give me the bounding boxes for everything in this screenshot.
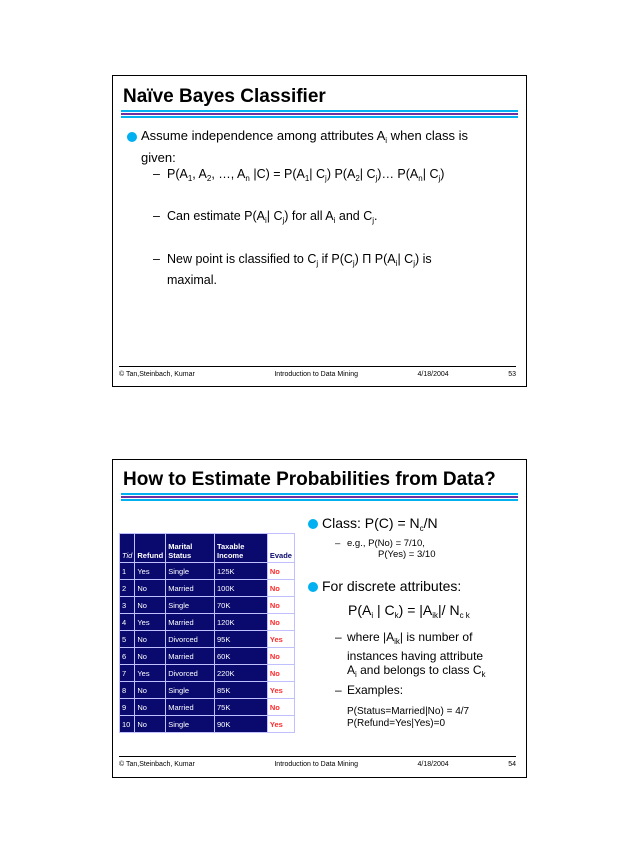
table-row [120,631,295,648]
table-cell: 70K [214,597,267,614]
table-row [120,563,295,580]
table-cell: 90K [214,716,267,733]
table-cell: Yes [135,563,166,580]
bullet-assume-independence: Assume independence among attributes $A_i$ when class is given: [127,127,517,166]
slide-footer: © Tan,Steinbach, Kumar Introduction to Data Mining 4/18/2004 54 [119,756,516,768]
where-text: – where $|A_{ik}|$ is number of instances having attribute $A_i$ and belongs to class $C_k$ [335,630,486,679]
table-cell: No [135,648,166,665]
class-bullet: Class: $P(C) = N_c/N$ [308,515,438,537]
table-row [120,580,295,597]
table-cell: No [267,614,294,631]
table-cell: No [267,699,294,716]
table-row [120,614,295,631]
table-header-row: Tid Refund Marital Status Taxable Income Evade [120,534,295,563]
table-cell: Divorced [166,665,215,682]
slide-title: Naïve Bayes Classifier [123,86,326,107]
table-cell: Married [166,648,215,665]
table-cell: 10 [120,716,135,733]
table-cell: Married [166,580,215,597]
table-cell: Yes [135,614,166,631]
estimate-line: – Can estimate $P(A_i|$ $C_j$) for all $A_i$ and $C_j$. [153,209,378,225]
table-cell: No [135,699,166,716]
table-cell: No [135,580,166,597]
round-bullet-icon [308,519,318,529]
slide-54 [112,459,527,778]
table-cell: 95K [214,631,267,648]
table-cell: No [267,580,294,597]
examples-list: P(Status=Married|No) = 4/7 P(Refund=Yes|Yes)=0 [347,706,470,729]
table-cell: 60K [214,648,267,665]
table-cell: 125K [214,563,267,580]
discrete-formula: $P(A_i$ | $C_k) = |A_{ik}|/$ $N_{c k}$ [348,602,470,620]
table-cell: Married [166,699,215,716]
table-row [120,682,295,699]
table-cell: Yes [267,631,294,648]
training-data-table [119,533,295,733]
round-bullet-icon [308,582,318,592]
class-example: – e.g., P(No) = 7/10, P(Yes) = 3/10 [335,538,436,560]
table-cell: 8 [120,682,135,699]
table-cell: Single [166,563,215,580]
table-cell: Married [166,614,215,631]
table-row [120,648,295,665]
table-row [120,665,295,682]
table-cell: 85K [214,682,267,699]
table-cell: Yes [267,716,294,733]
title-rule [121,110,518,119]
classify-line: – New point is classified to $C_j$ if $P(C_j)$ Π $P(A_i|$ $C_j$) is maximal. [153,252,432,287]
table-cell: 7 [120,665,135,682]
formula-text: $P(A_1$, $A_2$, …, $A_n$ $|C) = P(A_1|$ $C_j$) $P(A_2|$ $C_j)\dots$ $P(A_n|$ $C_j$) [167,167,445,183]
table-cell: No [267,648,294,665]
estimate-text: Can estimate $P(A_i|$ $C_j$) for all $A_i$ and $C_j$. [167,209,378,225]
table-cell: Yes [267,682,294,699]
table-cell: No [267,665,294,682]
table-cell: Single [166,597,215,614]
table-cell: No [135,631,166,648]
table-row [120,597,295,614]
table-cell: 100K [214,580,267,597]
table-cell: No [135,716,166,733]
table-cell: Single [166,716,215,733]
table-cell: No [267,563,294,580]
slide-footer: © Tan,Steinbach, Kumar Introduction to Data Mining 4/18/2004 53 [119,366,516,378]
table-cell: 120K [214,614,267,631]
table-cell: 4 [120,614,135,631]
table-cell: Single [166,682,215,699]
table-cell: Yes [135,665,166,682]
examples-label: – Examples: [335,683,404,697]
table-cell: 220K [214,665,267,682]
table-row [120,716,295,733]
table-cell: 9 [120,699,135,716]
table-cell: 75K [214,699,267,716]
round-bullet-icon [127,132,137,142]
table-cell: 5 [120,631,135,648]
table-cell: No [135,682,166,699]
title-rule [121,493,518,502]
slide-title: How to Estimate Probabilities from Data? [123,469,496,490]
table-cell: No [267,597,294,614]
slide-53 [112,75,527,387]
discrete-bullet: For discrete attributes: [308,578,461,595]
table-cell: Divorced [166,631,215,648]
table-cell: No [135,597,166,614]
table-cell: 3 [120,597,135,614]
classify-text: New point is classified to $C_j$ if $P(C_j)$ Π $P(A_i|$ $C_j$) is [167,252,432,268]
table-row [120,699,295,716]
table-cell: 6 [120,648,135,665]
formula-line: – $P(A_1$, $A_2$, …, $A_n$ $|C) = P(A_1|$ $C_j$) $P(A_2|$ $C_j)\dots$ $P(A_n|$ $C_j$) [153,167,445,183]
table-cell: 2 [120,580,135,597]
table-cell: 1 [120,563,135,580]
